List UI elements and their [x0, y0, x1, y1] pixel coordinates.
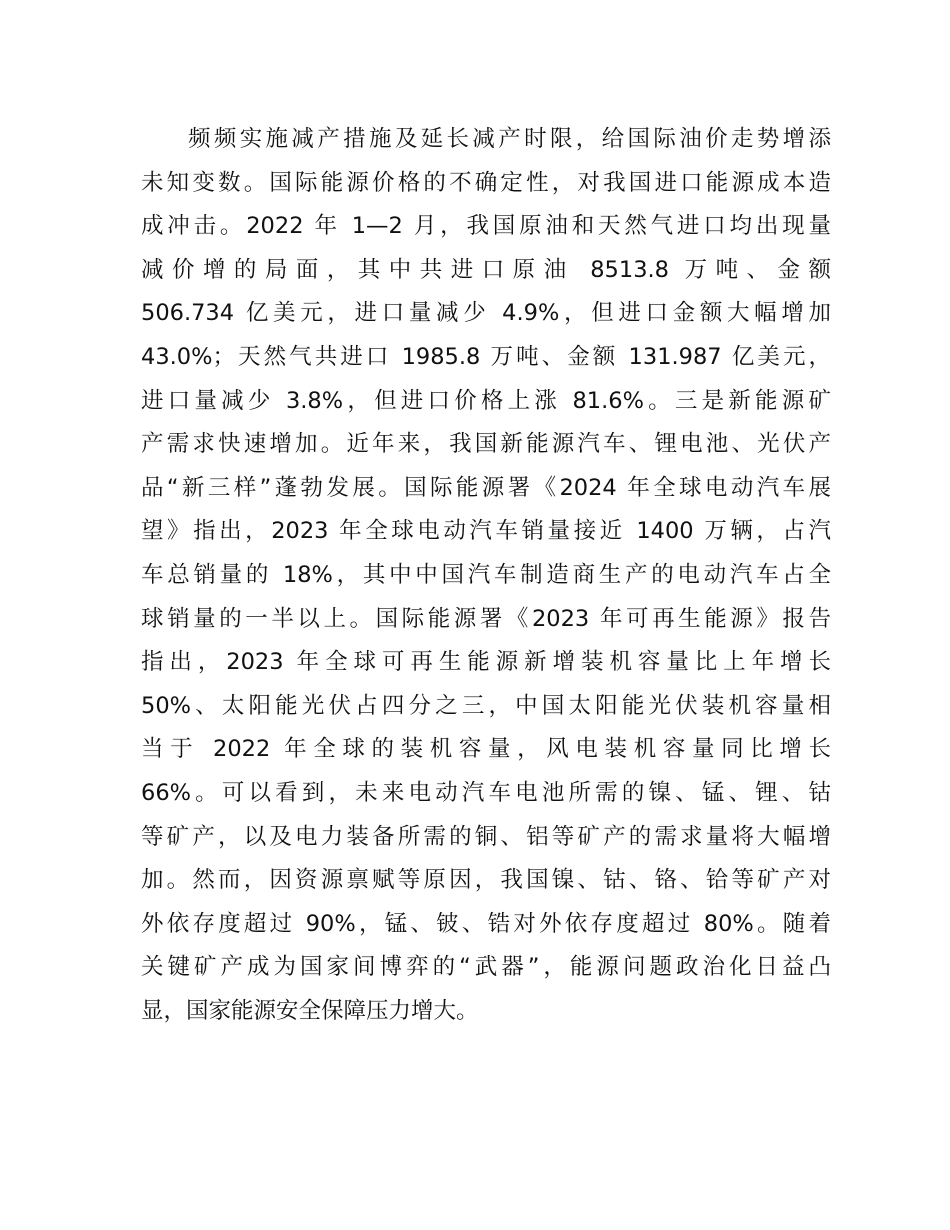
body-paragraph — [141, 118, 831, 1033]
text-line: 进口量减少 3.8%，但进口价格上涨 81.6%。三是新能源矿 — [141, 387, 831, 414]
text-line: 望》指出，2023 年全球电动汽车销量接近 1400 万辆，占汽 — [141, 518, 831, 545]
text-line: 关键矿产成为国家间博弈的“武器”，能源问题政治化日益凸 — [141, 954, 831, 981]
text-line: 43.0%；天然气共进口 1985.8 万吨、金额 131.987 亿美元， — [141, 343, 831, 370]
text-line: 减价增的局面，其中共进口原油 8513.8 万吨、金额 — [141, 256, 831, 283]
text-line: 外依存度超过 90%，锰、铍、锆对外依存度超过 80%。随着 — [141, 910, 831, 937]
text-line: 50%、太阳能光伏占四分之三，中国太阳能光伏装机容量相 — [141, 692, 831, 719]
text-line: 产需求快速增加。近年来，我国新能源汽车、锂电池、光伏产 — [141, 431, 831, 458]
text-line: 品“新三样”蓬勃发展。国际能源署《2024 年全球电动汽车展 — [141, 474, 831, 501]
text-line: 未知变数。国际能源价格的不确定性，对我国进口能源成本造 — [141, 169, 831, 196]
text-line: 频频实施减产措施及延长减产时限，给国际油价走势增添 — [188, 126, 831, 152]
text-line: 66%。可以看到，未来电动汽车电池所需的镍、锰、锂、钴 — [141, 779, 831, 806]
text-line: 等矿产，以及电力装备所需的铜、铝等矿产的需求量将大幅增 — [141, 823, 831, 850]
text-line: 506.734 亿美元，进口量减少 4.9%，但进口金额大幅增加 — [141, 300, 831, 327]
text-line: 当于 2022 年全球的装机容量，风电装机容量同比增长 — [141, 736, 831, 763]
text-line: 显，国家能源安全保障压力增大。 — [141, 997, 479, 1024]
text-line: 车总销量的 18%，其中中国汽车制造商生产的电动汽车占全 — [141, 561, 831, 588]
text-line: 指出，2023 年全球可再生能源新增装机容量比上年增长 — [141, 649, 831, 676]
text-line: 加。然而，因资源禀赋等原因，我国镍、钴、铬、铪等矿产对 — [141, 867, 831, 894]
text-line: 球销量的一半以上。国际能源署《2023 年可再生能源》报告 — [141, 605, 831, 632]
text-line: 成冲击。2022 年 1—2 月，我国原油和天然气进口均出现量 — [141, 213, 831, 240]
